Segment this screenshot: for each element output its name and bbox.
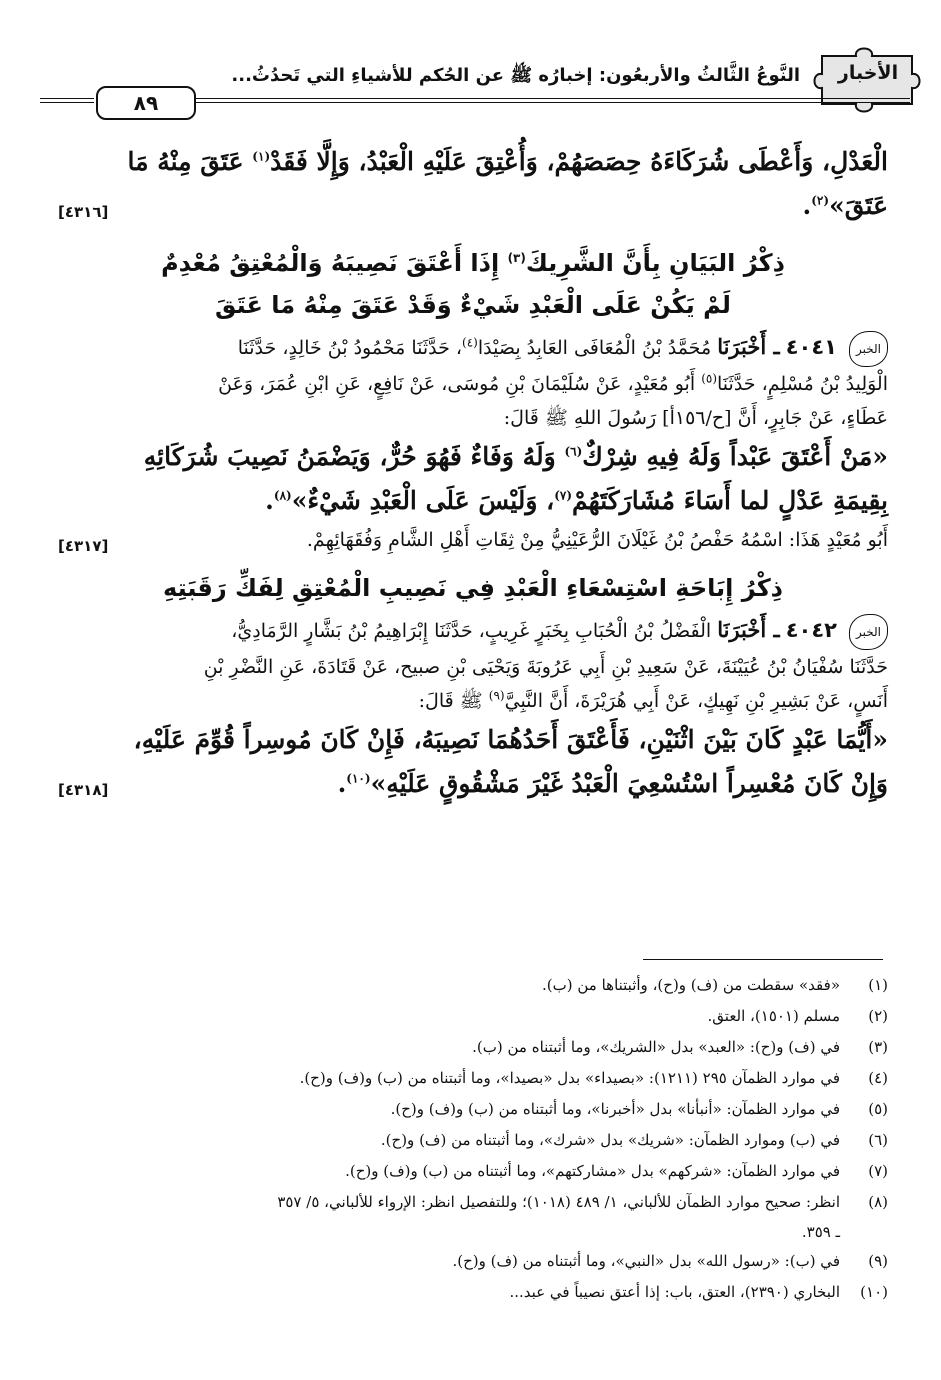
footnote: (٤) في موارد الظمآن ٢٩٥ (١٢١١): «بصيداء» بدل «بصيدا»، وما أثبتناه من (ب) و(ف) و(ح). [299, 1069, 888, 1087]
footnote-marker: (٩) [488, 688, 505, 703]
hadith-number: ٤٠٤١ [785, 335, 837, 359]
footnote: (٦) في (ب) وموارد الظمآن: «شريك» بدل «شرك»، وما أثبتناه من (ف) و(ح). [380, 1131, 888, 1149]
footnote-marker: (٤) [462, 335, 478, 350]
matn-line: بِقِيمَةِ عَدْلٍ لما أَسَاءَ مُشَارَكَتَهُمْ$^{(٧)}$، وَلَيْسَ عَلَى الْعَبْدِ شَيْءٌ»$^{(٨)}$. [265, 486, 888, 515]
hadith-reference: [٤٣١٨] [58, 781, 109, 799]
chapter-heading: ذِكْرُ إِبَاحَةِ اسْتِسْعَاءِ الْعَبْدِ فِي نَصِيبِ الْمُعْتِقِ لِفَكِّ رَقَبَتِهِ [163, 574, 783, 602]
main-text [58, 140, 888, 812]
footnote-marker: (١) [252, 149, 271, 164]
footnote-marker: (٧) [554, 488, 573, 503]
page-number: ٨٩ [96, 86, 196, 120]
footnote-separator [643, 959, 883, 960]
footnote: (٧) في موارد الظمآن: «شركهم» بدل «مشاركتهم»، وما أثبتناه من (ب) و(ف) و(ح). [345, 1162, 888, 1180]
footnote-marker: (٣) [507, 251, 526, 265]
footnote-marker: (٦) [564, 444, 583, 459]
puzzle-ornament-icon [812, 42, 922, 114]
matn-line: «أَيُّمَا عَبْدٍ كَانَ بَيْنَ اثْنَيْنِ، فَأَعْتَقَ أَحَدُهُمَا نَصِيبَهُ، فَإِنْ كَانَ مُوسِراً قُوِّمَ عَلَيْهِ، [133, 725, 888, 754]
footnote-marker: (٥) [701, 371, 718, 386]
footnote-marker: (٢) [811, 193, 830, 208]
text-line: [٤٣١٦] عَتَقَ»$^{(٢)}$. [58, 184, 888, 228]
chapter-heading-cont: لَمْ يَكُنْ عَلَى الْعَبْدِ شَيْءٌ وَقَدْ عَتَقَ مِنْهُ مَا عَتَقَ [215, 291, 731, 319]
hadith-reference: [٤٣١٦] [58, 203, 109, 221]
footnote: (١) «فقد» سقطت من (ف) و(ح)، وأثبتناها من (ب). [542, 976, 888, 994]
footnote: (٣) في (ف) و(ح): «العبد» بدل «الشريك»، وما أثبتناه من (ب). [472, 1038, 888, 1056]
isnad-line: عَطَاءٍ، عَنْ جَابِرٍ، أَنَّ [ح/١٥٦أ] رَسُولَ اللهِ ﷺ قَالَ: [503, 407, 888, 429]
hadith-reference: [٤٣١٧] [58, 537, 109, 555]
footnote: (٩) في (ب): «رسول الله» بدل «النبي»، وما أثبتناه من (ف) و(ح). [452, 1252, 888, 1270]
isnad-line: الخبر ٤٠٤١ ـ أَخْبَرَنَا مُحَمَّدُ بْنُ الْمُعَافَى العَابِدُ بِصَيْدَا$^{(٤)}$، حَدَّثَنَا مَحْمُودُ بْنُ خَالِدٍ، حَدَّثَنَا [58, 330, 888, 367]
hadith-number: ٤٠٤٢ [785, 618, 837, 642]
footnote-marker: (٨) [273, 488, 292, 503]
isnad-line: حَدَّثَنَا سُفْيَانُ بْنُ عُيَيْنَةَ، عَنْ سَعِيدِ بْنِ أَبِي عَرُوبَةَ وَيَحْيَى بْنِ صبيح، عَنْ قَتَادَةَ، عَنِ النَّضْرِ بْنِ [203, 656, 888, 678]
footnote: (١٠) البخاري (٢٣٩٠)، العتق، باب: إذا أعتق نصيباً في عبد... [509, 1283, 888, 1301]
khabar-badge-icon: الخبر [849, 614, 888, 650]
footnote: (٥) في موارد الظمآن: «أنبأنا» بدل «أخبرنا»، وما أثبتناه من (ب) و(ف) و(ح). [390, 1100, 888, 1118]
note-line: [٤٣١٧] أَبُو مُعَيْدٍ هَذَا: اسْمُهُ حَفْصُ بْنُ غَيْلَانَ الرُّعَيْنِيُّ مِنْ ثِقَاتِ أَهْلِ الشَّامِ وَفُقَهَائِهِمْ. [58, 523, 888, 557]
matn-line: «مَنْ أَعْتَقَ عَبْداً وَلَهُ فِيهِ شِرْكٌ$^{(٦)}$ وَلَهُ وَفَاءٌ فَهُوَ حُرٌّ، وَيَضْمَنُ نَصِيبَ شُرَكَائِهِ [143, 442, 888, 471]
isnad-line: أَنَسٍ، عَنْ بَشِيرِ بْنِ نَهِيكٍ، عَنْ أَبِي هُرَيْرَةَ، أَنَّ النَّبِيَّ$^{(٩)}$ ﷺ قَالَ: [418, 688, 888, 712]
footnote: (٢) مسلم (١٥٠١)، العتق. [707, 1007, 888, 1025]
matn-line: [٤٣١٨] وَإِنْ كَانَ مُعْسِراً اسْتُسْعِيَ الْعَبْدُ غَيْرَ مَشْقُوقٍ عَلَيْهِ»$^{(١٠)}$. [58, 762, 888, 806]
isnad-line: الْوَلِيدُ بْنُ مُسْلِمٍ، حَدَّثَنَا$^{(٥)}$ أَبُو مُعَيْدٍ، عَنْ سُلَيْمَانَ بْنِ مُوسَى، عَنْ نَافِعٍ، عَنِ ابْنِ عُمَرَ، وَعَنْ [218, 371, 888, 395]
running-title: النَّوعُ الثَّالثُ والأربعُون: إخبارُه ﷺ عن الحُكم للأشياءِ التي تَحدُثُ... [231, 65, 800, 86]
chapter-heading: ذِكْرُ البَيَانِ بِأَنَّ الشَّرِيكَ$^{(٣)}$ إِذَا أَعْتَقَ نَصِيبَهُ وَالْمُعْتِقُ مُعْدِمٌ [161, 249, 785, 277]
page-header [40, 40, 910, 130]
header-rule-left [40, 98, 94, 103]
text-line: الْعَدْلِ، وَأَعْطَى شُرَكَاءَهُ حِصَصَهُمْ، وَأُعْتِقَ عَلَيْهِ الْعَبْدُ، وَإِلَّا فَقَدْ$^{(١)}$ عَتَقَ مِنْهُ مَا [127, 147, 888, 176]
isnad-line: الخبر ٤٠٤٢ ـ أَخْبَرَنَا الْفَضْلُ بْنُ الْحُبَابِ بِخَبَرٍ غَرِيبٍ، حَدَّثَنَا إِبْرَاهِيمُ بْنُ بَشَّارٍ الرَّمَادِيُّ، [58, 613, 888, 650]
footnote: (٨) انظر: صحيح موارد الظمآن للألباني، ١/ ٤٨٩ (١٠١٨)؛ وللتفصيل انظر: الإرواء للألباني، ٥/ ٣٥٧ [277, 1193, 888, 1211]
khabar-badge-icon: الخبر [849, 331, 888, 367]
footnote-marker: (١٠) [346, 771, 371, 786]
section-label: الأخبار [837, 62, 899, 84]
footnotes [58, 970, 888, 1308]
header-rule-right [196, 98, 910, 103]
footnote-continuation: ـ ٣٥٩. [801, 1223, 840, 1241]
